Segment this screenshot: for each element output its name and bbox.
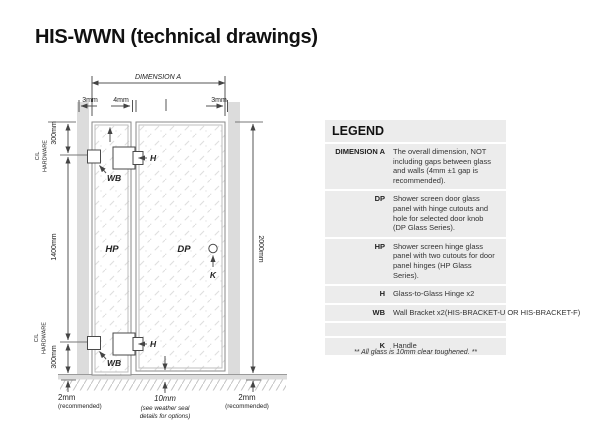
cl-hardware-top-line1: C/L [35, 151, 41, 161]
legend-term: WB [372, 307, 385, 317]
legend-term: HP [374, 241, 385, 251]
legend-row-dimension-a [325, 144, 506, 191]
cl-hardware-bottom-line2: HARDWARE [41, 322, 48, 354]
floor-right-note: (recommended) [225, 403, 269, 410]
cl-hardware-bottom-line1: C/L [34, 333, 40, 343]
gap-middle-label: 4mm [113, 97, 129, 104]
gap-left-label: 3mm [82, 97, 98, 104]
legend-desc: Shower screen door glass panel with hinge cutouts and hole for selected door knob (DP Glass Series). [393, 194, 489, 233]
bracket-bottom-label: WB [107, 358, 122, 368]
legend-row-h [325, 286, 506, 305]
wall-right [228, 102, 240, 375]
hinge-top-label: H [150, 153, 157, 163]
wall-left [77, 102, 89, 375]
gap-dimensions [79, 97, 228, 112]
floor-middle-note-1: (see weather seal [140, 405, 190, 412]
legend-row-hp [325, 239, 506, 286]
legend-row-dp [325, 191, 506, 238]
door-panel-label: DP [177, 244, 191, 255]
legend-title: LEGEND [325, 120, 506, 144]
dimension-a [92, 74, 225, 116]
page-title: HIS-WWN (technical drawings) [35, 26, 318, 48]
legend-desc: Wall Bracket x2(HIS-BRACKET-U OR HIS-BRACKET-F) [393, 307, 581, 317]
floor-left-value: 2mm [58, 393, 76, 402]
height-label: 2000mm [257, 235, 264, 263]
wall-bracket-top [88, 150, 101, 163]
legend-row-wb [325, 305, 581, 324]
legend-term: DP [374, 194, 385, 204]
floor-right-value: 2mm [238, 393, 256, 402]
legend-term: H [379, 289, 385, 299]
bottom-offset-label: 300mm [51, 345, 58, 369]
legend-term [325, 326, 385, 332]
cl-hardware-top-line2: HARDWARE [42, 140, 49, 172]
knob-icon [209, 244, 217, 252]
floor-left-note: (recommended) [58, 403, 102, 410]
top-offset-label: 300mm [51, 121, 58, 145]
legend-term: DIMENSION A [335, 147, 385, 156]
floor-middle-value: 10mm [154, 394, 176, 403]
legend-desc [393, 326, 497, 332]
legend-row-spacer [325, 323, 506, 338]
hinge-bottom-label: H [150, 339, 157, 349]
hinge-panel-label: HP [105, 244, 119, 255]
glass-footnote: ** All glass is 10mm clear toughened. ** [353, 349, 478, 356]
floor-hatch [60, 380, 286, 391]
legend-desc: Glass-to-Glass Hinge x2 [393, 289, 475, 299]
floor-middle-note-2: details for options) [139, 413, 191, 420]
legend-desc: Handle [393, 341, 417, 351]
wall-bracket-bottom [88, 337, 101, 350]
gap-right-label: 3mm [211, 97, 227, 104]
bracket-top-label: WB [107, 173, 122, 183]
dimension-a-label: DIMENSION A [134, 74, 182, 81]
legend-desc: The overall dimension, NOT including gaps between glass and walls (4mm ±1 gap is recommended). [393, 147, 491, 185]
legend-panel [325, 120, 581, 355]
span-middle-label: 1400mm [51, 233, 58, 261]
legend-term: K [379, 341, 385, 351]
knob-label: K [209, 270, 217, 280]
legend-desc: Shower screen hinge glass panel with two cutouts for door panel hinges (HP Glass Series). [393, 241, 495, 280]
